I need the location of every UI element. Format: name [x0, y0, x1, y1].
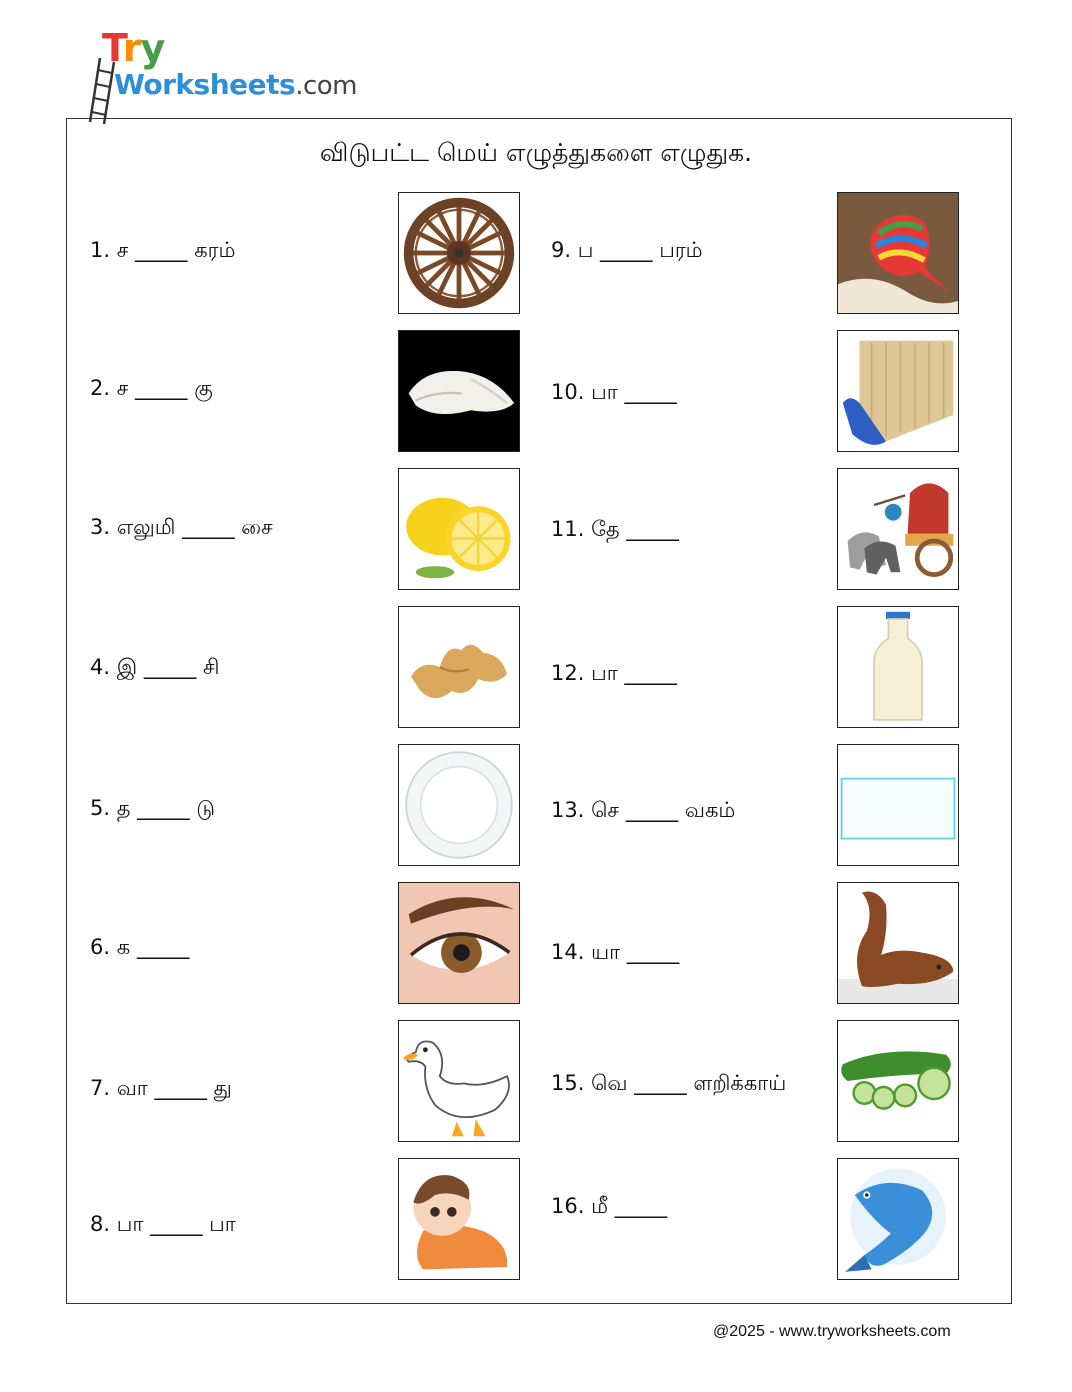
- question-16: 16. மீ _____: [551, 1194, 668, 1218]
- footer-copyright: @2025 - www.tryworksheets.com: [713, 1323, 951, 1340]
- question-5: 5. த _____ டு: [90, 796, 215, 820]
- blank-frame-icon: [837, 744, 959, 866]
- duck-icon: [398, 1020, 520, 1142]
- question-7: 7. வா _____ து: [90, 1076, 232, 1100]
- question-10: 10. பா _____: [551, 380, 677, 404]
- fish-icon: [837, 1158, 959, 1280]
- ginger-icon: [398, 606, 520, 728]
- question-4: 4. இ _____ சி: [90, 655, 220, 679]
- spinning-top-icon: [837, 192, 959, 314]
- mat-icon: [837, 330, 959, 452]
- cucumber-icon: [837, 1020, 959, 1142]
- question-12: 12. பா _____: [551, 661, 677, 685]
- lemon-icon: [398, 468, 520, 590]
- question-9: 9. ப _____ பரம்: [551, 238, 703, 262]
- question-3: 3. எலுமி _____ சை: [90, 515, 273, 539]
- baby-icon: [398, 1158, 520, 1280]
- logo: [88, 26, 357, 106]
- wheel-icon: [398, 192, 520, 314]
- question-14: 14. யா _____: [551, 940, 680, 964]
- question-11: 11. தே _____: [551, 517, 679, 541]
- logo-try: Try: [102, 26, 165, 70]
- logo-worksheets: Worksheets.com: [114, 68, 357, 101]
- milk-bottle-icon: [837, 606, 959, 728]
- question-2: 2. ச _____ கு: [90, 376, 213, 400]
- question-15: 15. வெ _____ ளறிக்காய்: [551, 1071, 787, 1095]
- conch-icon: [398, 330, 520, 452]
- question-13: 13. செ _____ வகம்: [551, 798, 736, 822]
- eye-icon: [398, 882, 520, 1004]
- worksheet-title: விடுபட்ட மெய் எழுத்துகளை எழுதுக.: [319, 138, 753, 167]
- question-8: 8. பா _____ பா: [90, 1212, 236, 1236]
- question-1: 1. ச _____ கரம்: [90, 238, 236, 262]
- plate-icon: [398, 744, 520, 866]
- yazh-instrument-icon: [837, 882, 959, 1004]
- chariot-icon: [837, 468, 959, 590]
- question-6: 6. க _____: [90, 935, 190, 959]
